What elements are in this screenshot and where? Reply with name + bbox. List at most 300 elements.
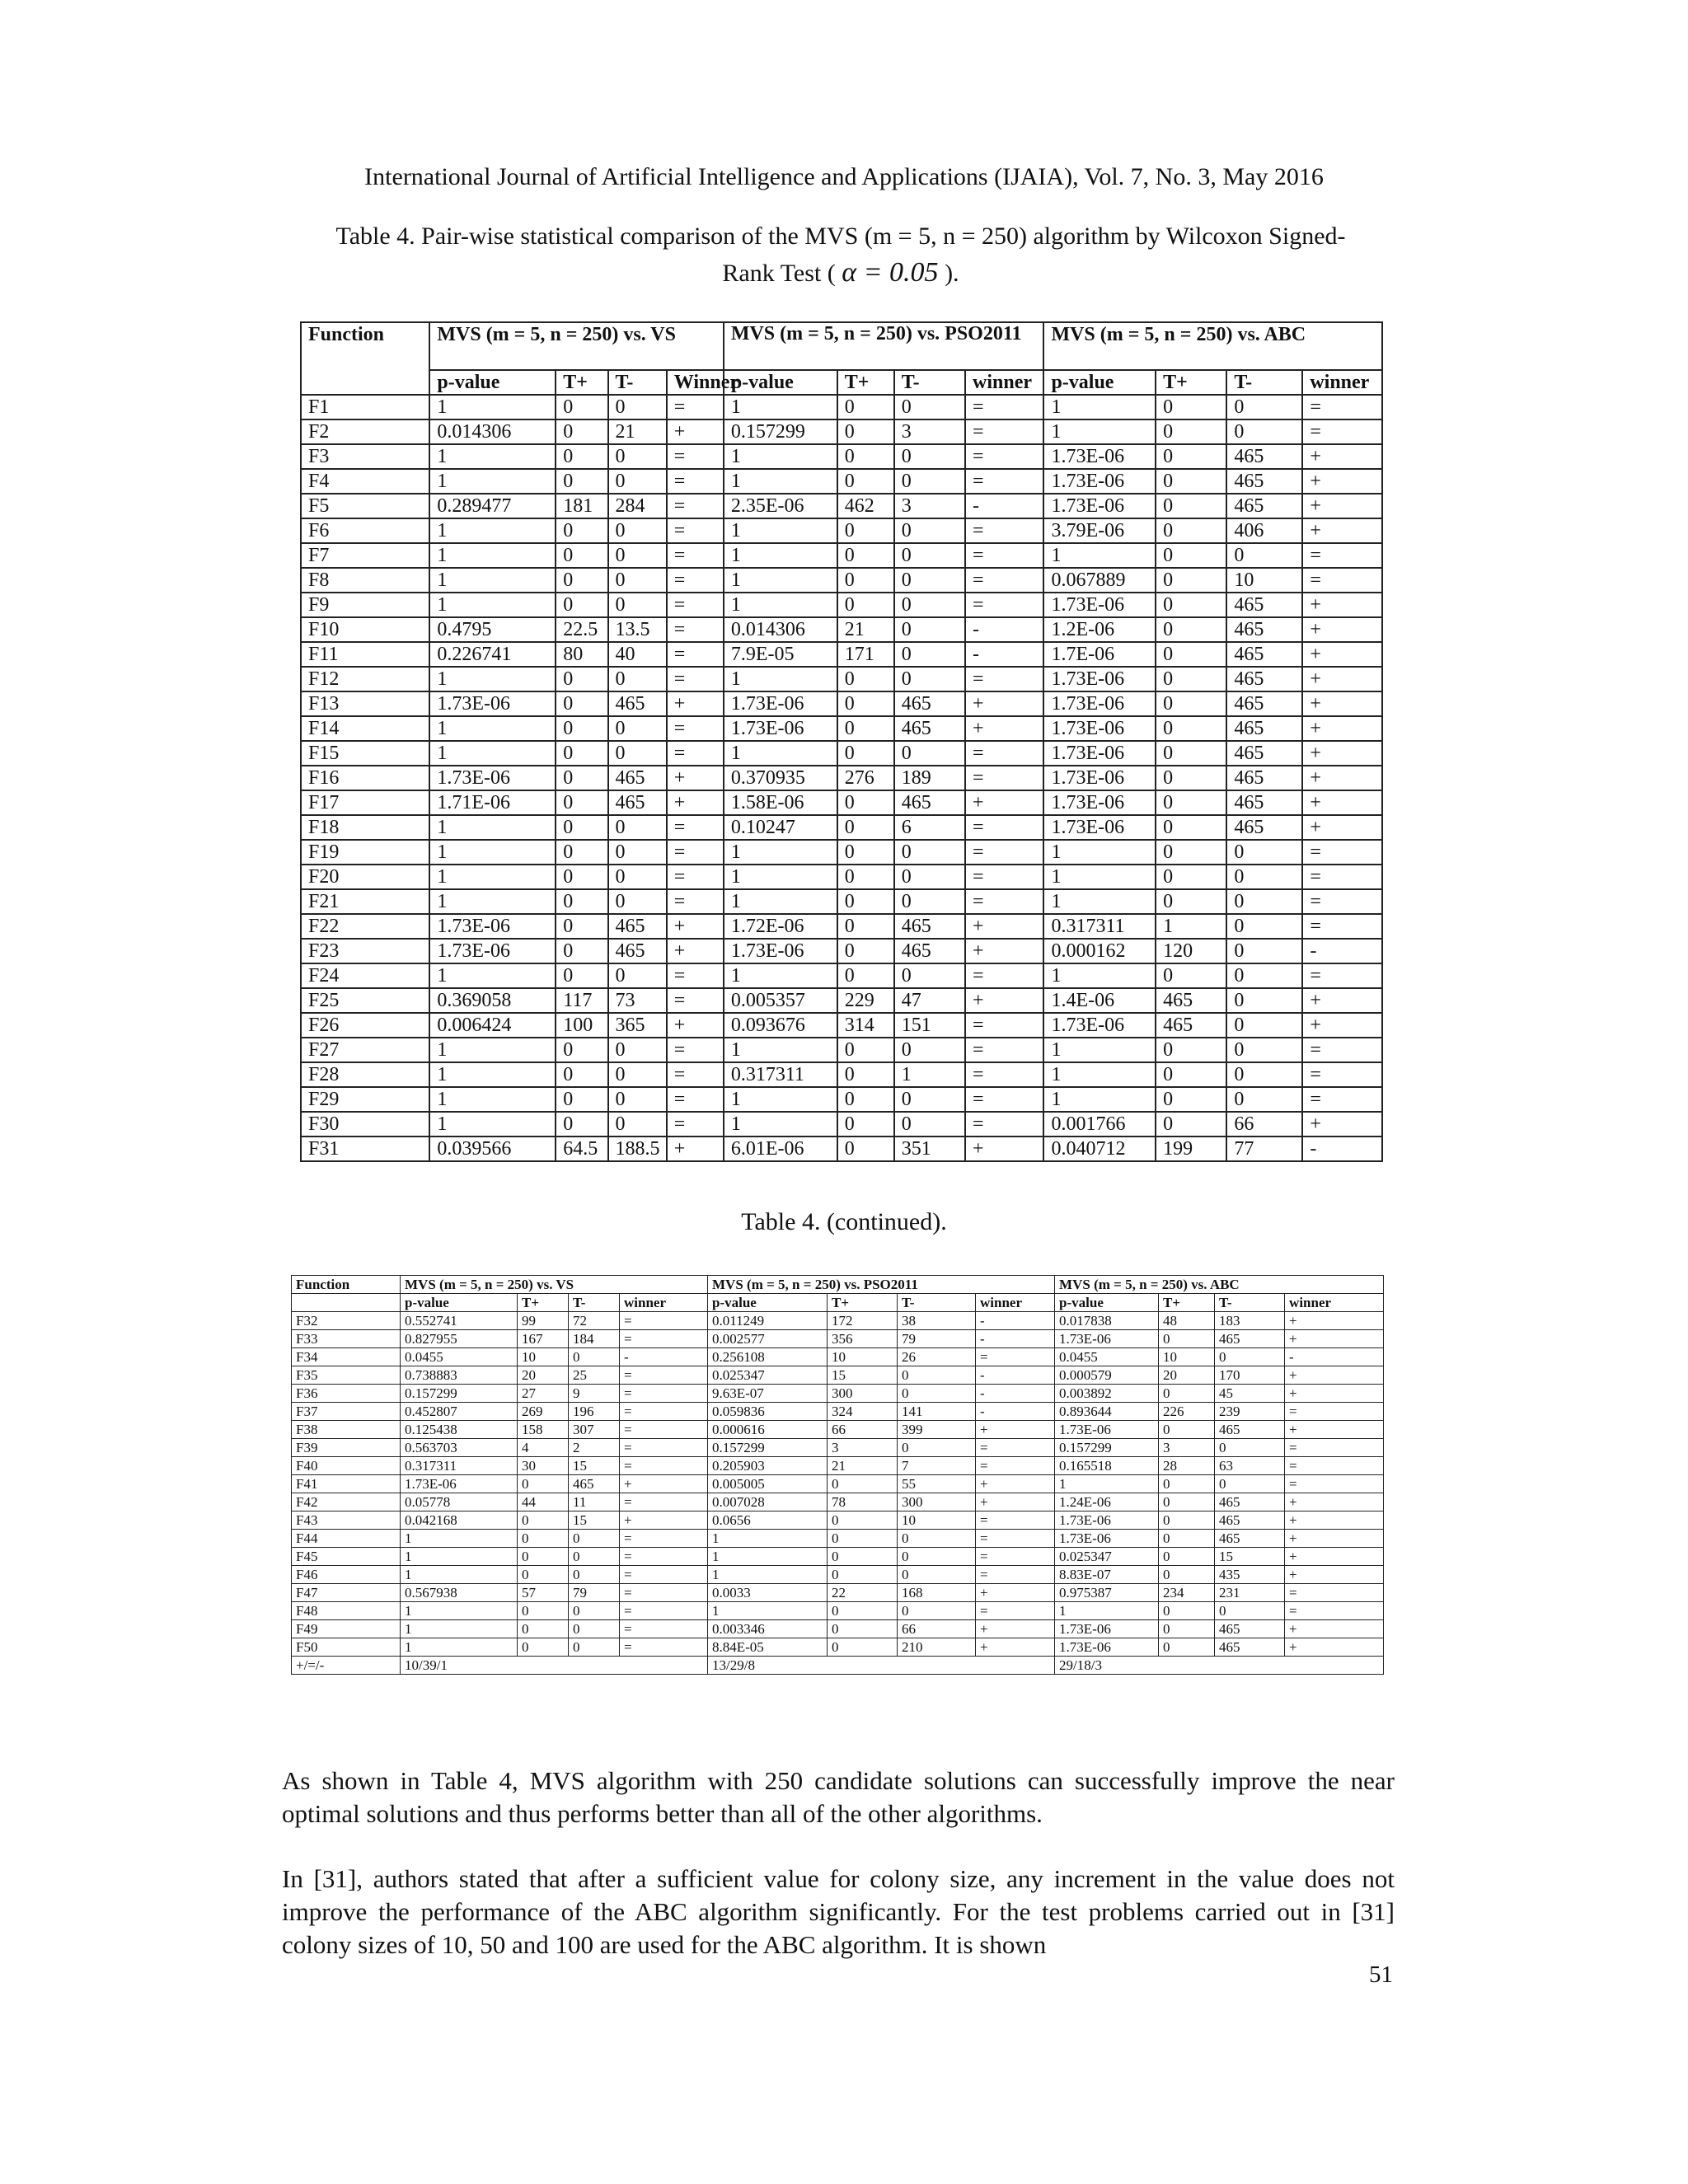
- table-cell: 77: [1226, 1137, 1302, 1161]
- table-cell: 1.73E-06: [1055, 1620, 1159, 1638]
- table-cell: 1: [724, 568, 837, 593]
- function-cell: F45: [292, 1548, 401, 1566]
- table-cell: +: [1285, 1366, 1384, 1385]
- table-cell: 0: [556, 889, 607, 914]
- table-row: [301, 543, 1382, 568]
- table-cell: 0.059836: [708, 1403, 828, 1421]
- table-cell: 1.71E-06: [429, 790, 556, 815]
- table-cell: 0: [837, 543, 894, 568]
- table-cell: +: [1302, 1112, 1382, 1137]
- table-cell: 0.10247: [724, 815, 837, 840]
- table-cell: 15: [569, 1457, 620, 1475]
- table-cell: 234: [1159, 1584, 1215, 1602]
- table-cell: 0.011249: [708, 1312, 828, 1330]
- table-row: [292, 1385, 1384, 1403]
- table-cell: 0: [837, 716, 894, 741]
- table-cell: 1: [1043, 395, 1156, 419]
- table-cell: 0: [894, 1112, 965, 1137]
- table-cell: =: [976, 1511, 1055, 1530]
- table-cell: 231: [1215, 1584, 1285, 1602]
- table-cell: +: [667, 691, 724, 716]
- table-cell: +: [1285, 1330, 1384, 1348]
- table-cell: 307: [569, 1421, 620, 1439]
- table-cell: 0.093676: [724, 1013, 837, 1038]
- table-cell: 465: [1215, 1530, 1285, 1548]
- table-caption: [280, 218, 1401, 292]
- table-cell: +: [1302, 1013, 1382, 1038]
- table-cell: 0: [1156, 963, 1226, 988]
- table-cell: 189: [894, 766, 965, 790]
- table-cell: 0: [1156, 617, 1226, 642]
- table-cell: 465: [1215, 1493, 1285, 1511]
- table-cell: 66: [828, 1421, 898, 1439]
- table-cell: 13.5: [608, 617, 667, 642]
- table-cell: 15: [828, 1366, 898, 1385]
- function-cell: F4: [301, 469, 429, 494]
- table-cell: 0: [556, 815, 607, 840]
- continued-group-header-vs: MVS (m = 5, n = 250) vs. VS: [401, 1276, 708, 1294]
- table-cell: 1.73E-06: [1043, 1013, 1156, 1038]
- table-cell: =: [1285, 1403, 1384, 1421]
- table-cell: 10: [828, 1348, 898, 1366]
- table-cell: =: [620, 1493, 708, 1511]
- table-cell: =: [1285, 1602, 1384, 1620]
- results-table: [300, 321, 1383, 1162]
- table-cell: 1: [708, 1548, 828, 1566]
- table-cell: 0.0455: [1055, 1348, 1159, 1366]
- table-row: [301, 988, 1382, 1013]
- table-cell: 0: [608, 1038, 667, 1062]
- table-cell: 465: [894, 691, 965, 716]
- table-cell: 0: [556, 543, 607, 568]
- table-cell: 1.73E-06: [724, 691, 837, 716]
- table-cell: 1.73E-06: [1043, 716, 1156, 741]
- table-cell: +: [976, 1620, 1055, 1638]
- table-cell: 0.369058: [429, 988, 556, 1013]
- table-cell: 183: [1215, 1312, 1285, 1330]
- table-cell: 0: [828, 1638, 898, 1657]
- table-cell: 0: [1159, 1620, 1215, 1638]
- table-cell: +: [1302, 766, 1382, 790]
- table-cell: +: [667, 1137, 724, 1161]
- table-cell: 0: [837, 444, 894, 469]
- table-cell: 1.73E-06: [429, 766, 556, 790]
- table-cell: 44: [518, 1493, 569, 1511]
- table-cell: =: [1302, 963, 1382, 988]
- table-cell: 0: [1226, 865, 1302, 889]
- table-row: [292, 1511, 1384, 1530]
- column-header: T-: [1226, 370, 1302, 395]
- table-cell: 276: [837, 766, 894, 790]
- table-cell: 22.5: [556, 617, 607, 642]
- table-cell: 1.73E-06: [1043, 766, 1156, 790]
- table-cell: 26: [898, 1348, 976, 1366]
- table-cell: 0: [837, 419, 894, 444]
- table-cell: -: [1285, 1348, 1384, 1366]
- table-cell: 1.73E-06: [429, 691, 556, 716]
- table-cell: 0: [1226, 1087, 1302, 1112]
- table-cell: 1: [429, 963, 556, 988]
- column-header: T-: [894, 370, 965, 395]
- table-cell: 8.83E-07: [1055, 1566, 1159, 1584]
- table-row: [292, 1312, 1384, 1330]
- table-cell: 0: [1159, 1475, 1215, 1493]
- table-cell: 0: [608, 741, 667, 766]
- table-cell: +: [965, 790, 1043, 815]
- table-cell: 0: [894, 543, 965, 568]
- table-cell: 1: [708, 1602, 828, 1620]
- function-cell: F5: [301, 494, 429, 518]
- table-row: [301, 865, 1382, 889]
- table-cell: =: [976, 1566, 1055, 1584]
- table-cell: 226: [1159, 1403, 1215, 1421]
- table-cell: 21: [828, 1457, 898, 1475]
- table-cell: =: [1302, 889, 1382, 914]
- table-cell: 0: [608, 963, 667, 988]
- blank-header-cell: [292, 1294, 401, 1312]
- table-cell: =: [620, 1584, 708, 1602]
- table-cell: 0: [837, 889, 894, 914]
- function-cell: F34: [292, 1348, 401, 1366]
- table-cell: 0: [837, 815, 894, 840]
- table-cell: -: [965, 494, 1043, 518]
- function-cell: F22: [301, 914, 429, 939]
- table-cell: 0: [837, 865, 894, 889]
- column-header: T+: [556, 370, 607, 395]
- table-cell: 1.73E-06: [1043, 469, 1156, 494]
- table-cell: 1: [724, 543, 837, 568]
- table-cell: 0: [837, 1062, 894, 1087]
- table-cell: 1: [1043, 419, 1156, 444]
- table-cell: 10: [1159, 1348, 1215, 1366]
- table-cell: +: [1302, 716, 1382, 741]
- function-cell: F24: [301, 963, 429, 988]
- column-header: T+: [518, 1294, 569, 1312]
- table-cell: +: [1302, 444, 1382, 469]
- table-cell: 0: [1215, 1348, 1285, 1366]
- table-cell: 0.165518: [1055, 1457, 1159, 1475]
- table-cell: 0: [837, 790, 894, 815]
- table-cell: 1: [1156, 914, 1226, 939]
- table-cell: 199: [1156, 1137, 1226, 1161]
- column-header: p-value: [429, 370, 556, 395]
- table-cell: 465: [1226, 494, 1302, 518]
- table-cell: 284: [608, 494, 667, 518]
- table-cell: 0: [1226, 963, 1302, 988]
- table-cell: 0: [1159, 1493, 1215, 1511]
- table-cell: 0: [1159, 1330, 1215, 1348]
- table-cell: 0: [1226, 1038, 1302, 1062]
- function-cell: F13: [301, 691, 429, 716]
- table-cell: 0.125438: [401, 1421, 518, 1439]
- table-cell: 0.226741: [429, 642, 556, 667]
- table-cell: 25: [569, 1366, 620, 1385]
- table-cell: 0: [837, 469, 894, 494]
- table-cell: 365: [608, 1013, 667, 1038]
- table-cell: 0: [608, 865, 667, 889]
- table-cell: 0.003892: [1055, 1385, 1159, 1403]
- table-cell: 0: [1156, 642, 1226, 667]
- table-cell: 167: [518, 1330, 569, 1348]
- table-row: [292, 1602, 1384, 1620]
- table-row: [292, 1548, 1384, 1566]
- table-cell: 0: [894, 444, 965, 469]
- table-cell: =: [965, 444, 1043, 469]
- table-cell: 0: [894, 1087, 965, 1112]
- table-row: [301, 1013, 1382, 1038]
- results-table-body: [301, 395, 1382, 1161]
- table-cell: 0: [608, 815, 667, 840]
- table-cell: 99: [518, 1312, 569, 1330]
- table-cell: 0: [518, 1638, 569, 1657]
- table-cell: 0.370935: [724, 766, 837, 790]
- table-cell: 1.58E-06: [724, 790, 837, 815]
- table-cell: =: [620, 1602, 708, 1620]
- table-cell: 0: [556, 1038, 607, 1062]
- table-cell: 0: [608, 716, 667, 741]
- table-cell: 10: [1226, 568, 1302, 593]
- table-cell: 1.7E-06: [1043, 642, 1156, 667]
- table-cell: +: [667, 766, 724, 790]
- table-cell: 0: [1156, 543, 1226, 568]
- table-cell: 0.4795: [429, 617, 556, 642]
- table-cell: 1.73E-06: [1043, 494, 1156, 518]
- continued-table: [291, 1275, 1384, 1675]
- table-cell: 351: [894, 1137, 965, 1161]
- table-cell: 11: [569, 1493, 620, 1511]
- table-cell: 22: [828, 1584, 898, 1602]
- table-cell: 0: [556, 914, 607, 939]
- table-cell: 0: [608, 840, 667, 865]
- table-row: [301, 617, 1382, 642]
- table-cell: 0: [1156, 840, 1226, 865]
- table-cell: 0.025347: [708, 1366, 828, 1385]
- table-cell: +: [976, 1493, 1055, 1511]
- table-cell: 1.73E-06: [429, 939, 556, 963]
- table-cell: 1: [1043, 865, 1156, 889]
- table-cell: 465: [1226, 766, 1302, 790]
- table-cell: -: [620, 1348, 708, 1366]
- function-cell: F15: [301, 741, 429, 766]
- table-cell: 0.025347: [1055, 1548, 1159, 1566]
- table-row: [292, 1530, 1384, 1548]
- journal-header: International Journal of Artificial Intelligence and Applications (IJAIA), Vol. 7, No. 3, May 2016: [364, 163, 1324, 190]
- table-cell: 0: [556, 469, 607, 494]
- table-cell: 1: [1055, 1475, 1159, 1493]
- table-cell: 465: [1226, 716, 1302, 741]
- table-row: [301, 1087, 1382, 1112]
- table-cell: 465: [894, 914, 965, 939]
- table-cell: +: [620, 1511, 708, 1530]
- column-header: winner: [965, 370, 1043, 395]
- table-cell: =: [620, 1330, 708, 1348]
- table-cell: =: [1302, 914, 1382, 939]
- table-cell: =: [667, 840, 724, 865]
- table-cell: 0: [569, 1602, 620, 1620]
- table-cell: 0: [894, 1038, 965, 1062]
- table-cell: 0: [1159, 1638, 1215, 1657]
- table-cell: 0: [1156, 494, 1226, 518]
- function-cell: F19: [301, 840, 429, 865]
- table-cell: -: [965, 642, 1043, 667]
- table-cell: 435: [1215, 1566, 1285, 1584]
- table-cell: =: [1302, 543, 1382, 568]
- table-cell: 465: [894, 716, 965, 741]
- table-cell: 0: [1156, 716, 1226, 741]
- table-cell: 465: [1226, 741, 1302, 766]
- table-row: [301, 766, 1382, 790]
- table-cell: 1.73E-06: [1055, 1530, 1159, 1548]
- table-cell: 0: [837, 963, 894, 988]
- table-cell: 0: [1159, 1511, 1215, 1530]
- table-cell: +: [1302, 790, 1382, 815]
- table-cell: 0: [569, 1348, 620, 1366]
- table-cell: 0: [1226, 988, 1302, 1013]
- table-cell: 0: [1215, 1602, 1285, 1620]
- table-cell: 0.289477: [429, 494, 556, 518]
- table-cell: 0: [556, 593, 607, 617]
- function-cell: F3: [301, 444, 429, 469]
- table-cell: +: [1302, 469, 1382, 494]
- table-row: [301, 395, 1382, 419]
- table-cell: 79: [569, 1584, 620, 1602]
- table-cell: 0: [556, 716, 607, 741]
- table-cell: 1: [429, 1062, 556, 1087]
- table-cell: 0: [556, 840, 607, 865]
- table-cell: 0: [1226, 889, 1302, 914]
- table-cell: 300: [828, 1385, 898, 1403]
- summary-abc: 29/18/3: [1055, 1657, 1384, 1675]
- page-number: 51: [1369, 1961, 1393, 1988]
- table-row: [301, 444, 1382, 469]
- function-cell: F44: [292, 1530, 401, 1548]
- table-cell: 1: [429, 543, 556, 568]
- caption-line-2-post: ).: [945, 260, 959, 287]
- table-cell: 171: [837, 642, 894, 667]
- table-cell: 0: [556, 1062, 607, 1087]
- column-header: winner: [976, 1294, 1055, 1312]
- table-cell: -: [976, 1366, 1055, 1385]
- table-cell: 1: [724, 840, 837, 865]
- column-header: T-: [608, 370, 667, 395]
- table-cell: 0.452807: [401, 1403, 518, 1421]
- table-cell: 1: [429, 667, 556, 691]
- table-cell: 0.000616: [708, 1421, 828, 1439]
- function-cell: F21: [301, 889, 429, 914]
- table-cell: =: [965, 815, 1043, 840]
- table-cell: =: [965, 667, 1043, 691]
- table-cell: 0.040712: [1043, 1137, 1156, 1161]
- table-cell: 3: [828, 1439, 898, 1457]
- table-cell: 3: [894, 419, 965, 444]
- table-cell: 1: [1055, 1602, 1159, 1620]
- table-cell: 465: [894, 939, 965, 963]
- table-cell: 465: [1226, 593, 1302, 617]
- table-row: [301, 914, 1382, 939]
- table-cell: 1.73E-06: [1043, 691, 1156, 716]
- table-cell: 15: [569, 1511, 620, 1530]
- subheader-row: [301, 370, 1382, 395]
- table-cell: 229: [837, 988, 894, 1013]
- table-cell: 0: [518, 1530, 569, 1548]
- function-cell: F46: [292, 1566, 401, 1584]
- table-row: [292, 1475, 1384, 1493]
- table-cell: =: [1285, 1439, 1384, 1457]
- table-cell: 0: [608, 593, 667, 617]
- table-cell: 0: [894, 741, 965, 766]
- table-cell: =: [965, 865, 1043, 889]
- table-cell: 0.006424: [429, 1013, 556, 1038]
- group-header-pso: MVS (m = 5, n = 250) vs. PSO2011: [724, 322, 1044, 370]
- table-cell: 181: [556, 494, 607, 518]
- table-cell: 0.014306: [724, 617, 837, 642]
- table-cell: =: [667, 494, 724, 518]
- column-header: T-: [1215, 1294, 1285, 1312]
- function-cell: F20: [301, 865, 429, 889]
- table-row: [301, 642, 1382, 667]
- continued-group-header-abc: MVS (m = 5, n = 250) vs. ABC: [1055, 1276, 1384, 1294]
- table-cell: 0: [1156, 1038, 1226, 1062]
- table-cell: 1.2E-06: [1043, 617, 1156, 642]
- table-cell: =: [1302, 1087, 1382, 1112]
- function-header: Function: [301, 322, 429, 395]
- table-cell: =: [667, 1112, 724, 1137]
- table-cell: 1: [401, 1566, 518, 1584]
- function-cell: F33: [292, 1330, 401, 1348]
- table-cell: 0: [894, 568, 965, 593]
- function-cell: F2: [301, 419, 429, 444]
- table-cell: 1: [401, 1638, 518, 1657]
- table-row: [292, 1366, 1384, 1385]
- table-cell: 0.317311: [401, 1457, 518, 1475]
- table-cell: 465: [1215, 1330, 1285, 1348]
- table-cell: 1.73E-06: [1043, 815, 1156, 840]
- alpha-expression: α = 0.05: [842, 257, 939, 288]
- table-cell: 0: [556, 790, 607, 815]
- table-row: [301, 419, 1382, 444]
- table-cell: 0: [1156, 419, 1226, 444]
- table-cell: 0: [556, 1087, 607, 1112]
- table-cell: 0: [898, 1366, 976, 1385]
- function-cell: F39: [292, 1439, 401, 1457]
- table-cell: 0.007028: [708, 1493, 828, 1511]
- table-cell: =: [965, 1062, 1043, 1087]
- table-row: [292, 1348, 1384, 1366]
- table-cell: =: [976, 1457, 1055, 1475]
- table-cell: 1: [894, 1062, 965, 1087]
- table-cell: +: [965, 988, 1043, 1013]
- table-cell: =: [1302, 568, 1382, 593]
- table-cell: 0: [898, 1548, 976, 1566]
- table-cell: 465: [1226, 790, 1302, 815]
- table-cell: 0.067889: [1043, 568, 1156, 593]
- table-cell: 158: [518, 1421, 569, 1439]
- table-cell: 0.317311: [1043, 914, 1156, 939]
- table-cell: +: [1302, 988, 1382, 1013]
- table-cell: 465: [1156, 988, 1226, 1013]
- table-cell: 465: [1226, 667, 1302, 691]
- table-cell: 0: [894, 889, 965, 914]
- table-cell: 0: [894, 593, 965, 617]
- table-row: [292, 1638, 1384, 1657]
- table-cell: 0.005005: [708, 1475, 828, 1493]
- table-cell: 239: [1215, 1403, 1285, 1421]
- table-cell: =: [620, 1312, 708, 1330]
- table-cell: 0: [1156, 518, 1226, 543]
- column-header: p-value: [708, 1294, 828, 1312]
- table-cell: =: [667, 741, 724, 766]
- table-cell: =: [667, 815, 724, 840]
